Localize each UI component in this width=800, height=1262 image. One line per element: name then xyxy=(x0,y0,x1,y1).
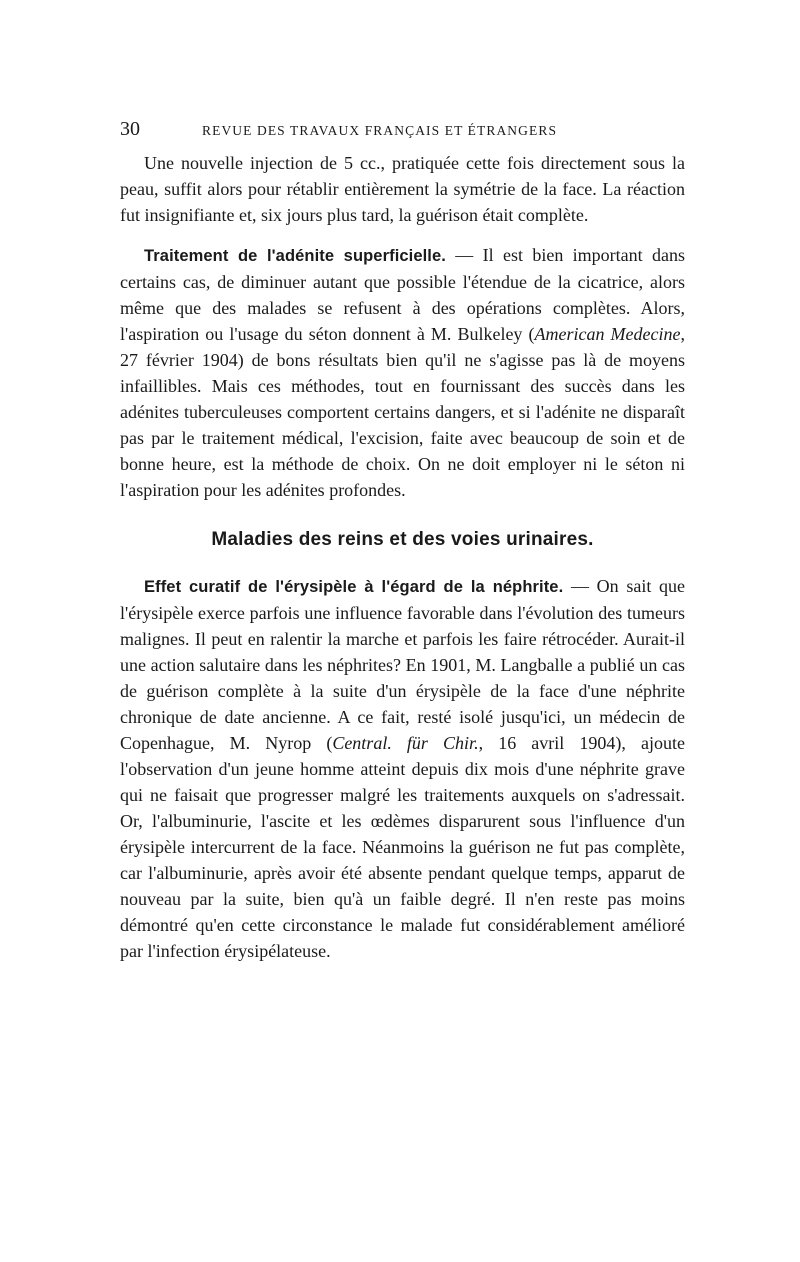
paragraph-injection xyxy=(120,150,685,228)
paragraph-text-a: Il est bien important dans certains cas, de diminuer autant que possible l'étendue de la cicatrice, alors même que des malades se refusent à des opérations complètes. Alors, l'aspiration ou l'usage du séton donnent à M. Bulkeley ( xyxy=(120,245,686,344)
section-heading: Maladies des reins et des voies urinaires. xyxy=(211,529,594,550)
running-head xyxy=(120,118,685,148)
em-dash: — xyxy=(445,245,483,265)
paragraph-adenite xyxy=(120,242,685,503)
paragraph-text-b: , 27 février 1904) de bons résultats bien qu'il ne s'agisse pas là de moyens infaillibles. Mais ces méthodes, tout en fournissant des succès dans les adénites tuberculeuses comportent certains dangers, et si l'adénite ne disparaît pas par le traitement médical, l'excision, faite avec beaucoup de soin et de bonne heure, est la méthode de choix. On ne doit employer ni le séton ni l'aspiration pour les adénites profondes. xyxy=(120,324,685,500)
paragraph-text-b: , 16 avril 1904), ajoute l'observation d'un jeune homme atteint depuis dix mois d'une néphrite grave qui ne faisait que progresser malgré les traitements auxquels on s'adressait. Or, l'albuminurie, l'ascite et les œdèmes disparurent sous l'influence d'un érysipèle intercurrent de la face. Néanmoins la guérison ne fut pas complète, car l'albuminurie, après avoir été absente pendant quelque temps, apparut de nouveau par la suite, bien qu'à un faible degré. Il n'en reste pas moins démontré qu'en cette circonstance le malade fut considérablement amélioré par l'infection érysipélateuse. xyxy=(120,733,685,961)
run-in-heading-adenite: Traitement de l'adénite superficielle. xyxy=(144,247,446,265)
paragraph-text: Une nouvelle injection de 5 cc., pratiquée cette fois directement sous la peau, suffit alors pour rétablir entièrement la symétrie de la face. La réaction fut insignifiante et, six jours plus tard, la guérison était complète. xyxy=(120,153,685,225)
running-title: REVUE DES TRAVAUX FRANÇAIS ET ÉTRANGERS xyxy=(202,123,558,138)
page-number: 30 xyxy=(120,118,140,140)
citation-american-medecine: American Medecine xyxy=(534,324,681,344)
page xyxy=(120,118,685,964)
paragraph-erysipele xyxy=(120,573,685,964)
em-dash: — xyxy=(563,576,597,596)
run-in-heading-erysipele: Effet curatif de l'érysipèle à l'égard de la néphrite. xyxy=(144,578,564,596)
citation-central-fur-chir: Central. für Chir. xyxy=(332,733,479,753)
paragraph-text-a: On sait que l'érysipèle exerce parfois une influence favorable dans l'évolution des tumeurs malignes. Il peut en ralentir la marche et parfois les faire rétrocéder. Aurait-il une action salutaire dans les néphrites? En 1901, M. Langballe a publié un cas de guérison complète à la suite d'un érysipèle de la face d'une néphrite chronique de date ancienne. A ce fait, resté isolé jusqu'ici, un médecin de Copenhague, M. Nyrop ( xyxy=(120,576,685,753)
